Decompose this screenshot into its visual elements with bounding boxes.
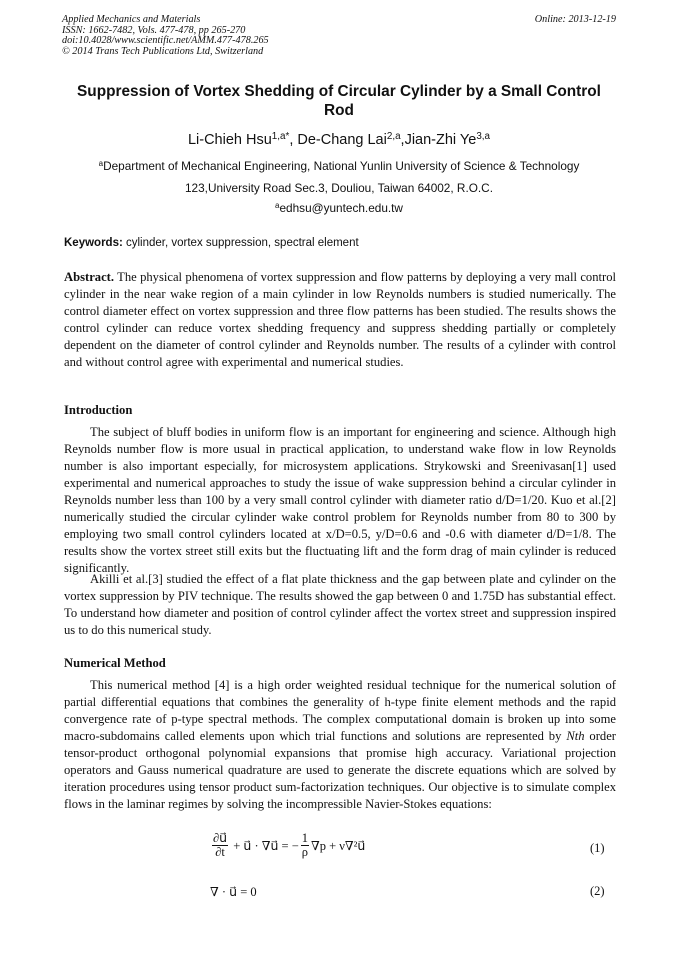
email-sup: a xyxy=(275,201,280,210)
equation-tail: ∇p + ν∇²u⃗ xyxy=(311,838,366,853)
abstract-label: Abstract. xyxy=(64,270,115,284)
author-list: Li-Chieh Hsu$^{1,a*}$, De-Chang Lai$^{2,a}$,Jian-Zhi Ye$^{3,a}$ xyxy=(187,131,491,148)
numerical-method-paragraph xyxy=(64,677,616,813)
time-derivative-fraction xyxy=(212,832,228,859)
numerical-method-heading: Numerical Method xyxy=(64,656,166,670)
affiliation-sup: a xyxy=(98,159,104,168)
abstract-text: The physical phenomena of vortex suppression and flow patterns by deploying a very mall control cylinder in the near wake region of a main cylinder in low Reynolds numbers is studied numerically. The control diameter effect on vortex suppression and three flow patterns has been studied. The results shows the control cylinder can reduce vortex shedding frequency and suppress shedding partially or completely dependent on the diameter of control cylinder and Reynolds number. The results of a cylinder with control and without control agree with experimental and numerical studies. xyxy=(64,270,617,369)
nth-term: Nth xyxy=(566,729,585,743)
introduction-heading: Introduction xyxy=(64,403,133,417)
fraction-numerator: ∂u⃗ xyxy=(213,831,228,845)
email-address: edhsu@yuntech.edu.tw xyxy=(279,201,403,215)
introduction-paragraph-2: Akilli et al.[3] studied the effect of a flat plate thickness and the gap between plate and cylinder on the vortex suppression by PIV technique. The results showed the gap between 0 and 1.75D has substantial effect. To understand how diameter and position of control cylinder affect the vortex street and suppression inspired us to do this numerical study. xyxy=(64,572,616,637)
author-name: De-Chang Lai xyxy=(297,132,387,148)
numerical-text-part-1: This numerical method [4] is a high order weighted residual technique for the numerical solution of partial differential equations that combines the generality of h-type finite element methods and the rapid convergence rate of p-type spectral methods. The complex computational domain is broken up into some macro-subdomains called elements upon which trial functions and solutions are represented by xyxy=(64,678,616,743)
author-name: Li-Chieh Hsu xyxy=(187,132,272,148)
author-sup: 1,a* xyxy=(271,131,290,143)
equation-2-number: (2) xyxy=(590,884,605,898)
fraction-numerator: 1 xyxy=(301,831,308,845)
affiliation-line-1 xyxy=(60,159,618,173)
equation-middle: + u⃗ · ∇u⃗ = − xyxy=(230,838,299,853)
keywords-text: cylinder, vortex suppression, spectral element xyxy=(126,237,359,249)
fraction-denominator: ρ xyxy=(301,845,308,859)
equation-2: ∇ · u⃗ = 0 xyxy=(210,885,257,899)
introduction-paragraph-1: The subject of bluff bodies in uniform flow is an important for engineering and science. Although high Reynolds number flow is more usual in practical application, to understand wake flow in low Reynolds number is also important especially, for microsystem applications. Strykowski and Sreenivasan[1] used experimental and numerical approaches to study the issue of wake suppression behind a circular cylinder in Reynolds number less than 100 by a very small control cylinder with diameter ratio d/D=1/20. Kuo et al.[2] numerically studied the circular cylinder wake control problem for Reynolds number from 80 to 300 by employing two small control cylinders located at x/D=0.5, y/D=0.6 and -0.6 with diameter d/D=1/8. The results show the vortex street still exits but the fluctuating lift and the form drag of main cylinder is reduced significantly. xyxy=(64,425,616,575)
abstract xyxy=(64,269,616,371)
doi-line: doi:10.4028/www.scientific.net/AMM.477-478.265 xyxy=(62,35,269,47)
copyright-line: © 2014 Trans Tech Publications Ltd, Switzerland xyxy=(62,45,264,57)
online-date: Online: 2013-12-19 xyxy=(534,14,616,25)
author-sup: 3,a xyxy=(476,131,491,143)
numerical-text-part-2: order tensor-product orthogonal polynomial expansions that promise high accuracy. Variational projection operators and Gauss numerical quadrature are used to generate the discrete equations which are solved by iteration procedures using tensor product sum-factorization techniques. Our objective is to simulate complex flows in the laminar regimes by solving the incompressible Navier-Stokes equations: xyxy=(64,729,616,811)
issn-line: ISSN: 1662-7482, Vols. 477-478, pp 265-270 xyxy=(62,24,246,36)
density-fraction xyxy=(301,832,309,859)
affiliation-line-2: 123,University Road Sec.3, Douliou, Taiwan 64002, R.O.C. xyxy=(185,181,493,195)
keywords-label: Keywords: xyxy=(64,237,123,249)
email-line xyxy=(60,201,618,215)
fraction-denominator: ∂t xyxy=(215,845,225,859)
keywords xyxy=(64,237,616,249)
equation-1 xyxy=(210,832,365,859)
equation-1-number: (1) xyxy=(590,841,605,855)
author-sup: 2,a xyxy=(386,131,401,143)
journal-header xyxy=(62,15,616,57)
author-name: Jian-Zhi Ye xyxy=(404,132,477,148)
paper-title: Suppression of Vortex Shedding of Circular Cylinder by a Small Control Rod xyxy=(77,83,601,119)
journal-name: Applied Mechanics and Materials xyxy=(62,14,201,25)
affiliation-text: Department of Mechanical Engineering, National Yunlin University of Science & Technology xyxy=(103,159,580,173)
